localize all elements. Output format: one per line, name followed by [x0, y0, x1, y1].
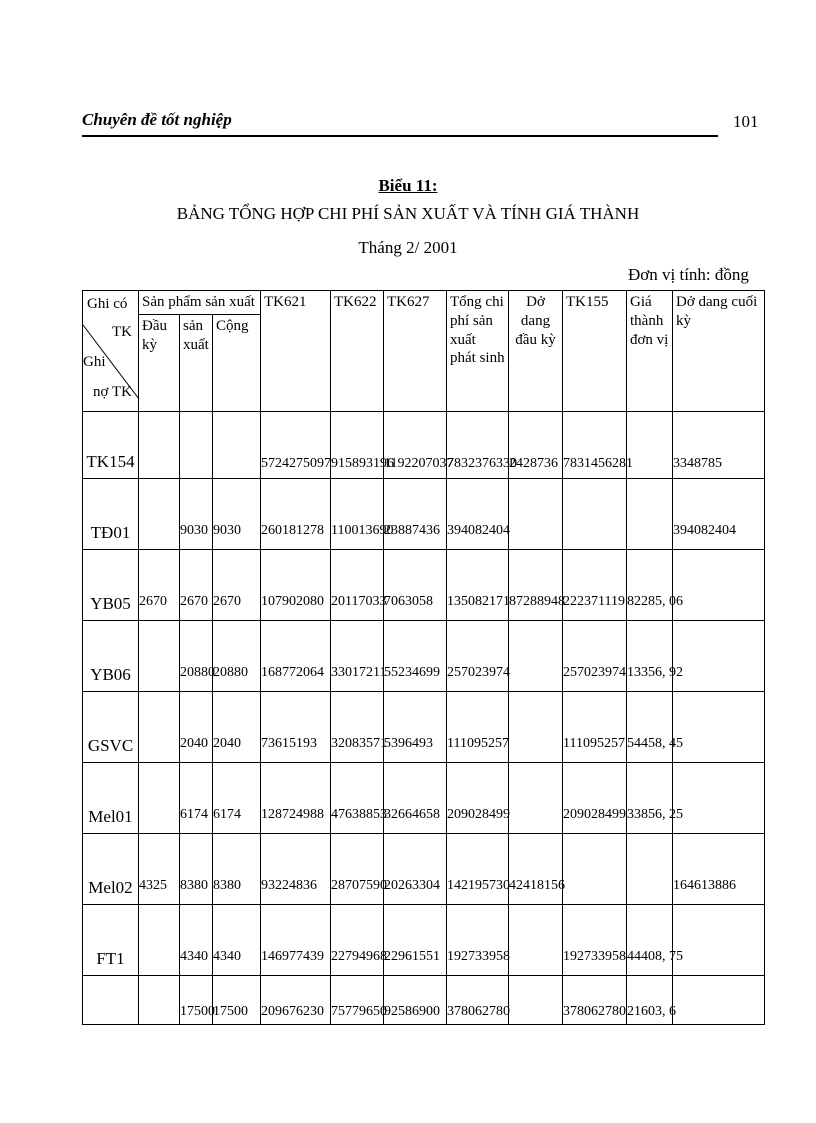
cell-dck: 394082404	[673, 479, 765, 550]
cell-ddk	[509, 976, 563, 1025]
header-cong: Cộng	[213, 315, 261, 412]
cell-tk155: 7831456281	[563, 412, 627, 479]
cell-tk622: 32083571	[331, 692, 384, 763]
cell-tk621: 146977439	[261, 905, 331, 976]
cell-tong: 378062780	[447, 976, 509, 1025]
cell-gia-thanh: 44408, 75	[627, 905, 673, 976]
table-label	[0, 176, 816, 196]
cell-dau-ky	[139, 412, 180, 479]
corner-ghi-co: Ghi có	[87, 296, 128, 312]
unit-label: Đơn vị tính: đồng	[628, 265, 749, 284]
cell-tk155: 111095257	[563, 692, 627, 763]
row-label	[83, 976, 139, 1025]
cell-tk627: 5396493	[384, 692, 447, 763]
cell-dck	[673, 763, 765, 834]
cell-tong: 135082171	[447, 550, 509, 621]
corner-tk: TK	[112, 324, 132, 340]
cell-tk155	[563, 479, 627, 550]
cell-dau-ky	[139, 763, 180, 834]
cell-tk622: 75779650	[331, 976, 384, 1025]
cell-tong: 394082404	[447, 479, 509, 550]
cell-san-xuat: 6174	[180, 763, 213, 834]
cell-ddk: 2428736	[509, 412, 563, 479]
cost-summary-table	[82, 290, 765, 1025]
cell-tk627: 20263304	[384, 834, 447, 905]
cell-cong: 8380	[213, 834, 261, 905]
corner-no-tk: nợ TK	[93, 384, 132, 400]
header-tk155: TK155	[563, 291, 627, 412]
cell-dau-ky	[139, 621, 180, 692]
cell-san-xuat: 17500	[180, 976, 213, 1025]
cell-san-xuat: 8380	[180, 834, 213, 905]
cell-tong: 257023974	[447, 621, 509, 692]
header-row-1	[83, 291, 765, 315]
cell-ddk	[509, 692, 563, 763]
cell-tong: 142195730	[447, 834, 509, 905]
cell-gia-thanh: 33856, 25	[627, 763, 673, 834]
cell-tk622: 28707590	[331, 834, 384, 905]
row-label: GSVC	[83, 692, 139, 763]
cell-tk622: 22794968	[331, 905, 384, 976]
table-label-text: Biểu 11:	[378, 176, 438, 195]
cell-tk622: 20117033	[331, 550, 384, 621]
table-row	[83, 905, 765, 976]
cell-san-xuat: 9030	[180, 479, 213, 550]
table-row	[83, 834, 765, 905]
cell-tong: 111095257	[447, 692, 509, 763]
header-san-xuat: sản xuất	[180, 315, 213, 412]
row-label: TK154	[83, 412, 139, 479]
cell-dau-ky: 4325	[139, 834, 180, 905]
cell-ddk	[509, 621, 563, 692]
cell-tk621: 93224836	[261, 834, 331, 905]
header-tong-chi-phi: Tổng chi phí sản xuất phát sinh	[447, 291, 509, 412]
corner-ghi: Ghi	[83, 354, 106, 370]
cell-dau-ky: 2670	[139, 550, 180, 621]
table-title: BẢNG TỔNG HỢP CHI PHÍ SẢN XUẤT VÀ TÍNH GIÁ THÀNH	[176, 204, 640, 223]
cell-cong: 17500	[213, 976, 261, 1025]
cell-dck	[673, 550, 765, 621]
cell-san-xuat: 2670	[180, 550, 213, 621]
cell-san-xuat: 20880	[180, 621, 213, 692]
row-label: TĐ01	[83, 479, 139, 550]
cell-cong: 4340	[213, 905, 261, 976]
table-period: Tháng 2/ 2001	[358, 238, 458, 257]
table-row	[83, 621, 765, 692]
cell-dck	[673, 905, 765, 976]
cell-tk155: 209028499	[563, 763, 627, 834]
cell-gia-thanh: 21603, 6	[627, 976, 673, 1025]
table-row	[83, 412, 765, 479]
table-row	[83, 479, 765, 550]
cell-tk627: 1192207037	[384, 412, 447, 479]
cell-tk622: 915893196	[331, 412, 384, 479]
row-label: YB05	[83, 550, 139, 621]
table-row	[83, 550, 765, 621]
cell-tk621: 5724275097	[261, 412, 331, 479]
header-do-dang-cuoi-ky: Dở dang cuối kỳ	[673, 291, 765, 412]
cell-dck	[673, 692, 765, 763]
cell-cong	[213, 412, 261, 479]
row-label: YB06	[83, 621, 139, 692]
cell-tk627: 92586900	[384, 976, 447, 1025]
cell-dck: 164613886	[673, 834, 765, 905]
cell-tk627: 32664658	[384, 763, 447, 834]
cell-dck: 3348785	[673, 412, 765, 479]
cell-tk155: 192733958	[563, 905, 627, 976]
cell-tk627: 22961551	[384, 905, 447, 976]
header-tk627: TK627	[384, 291, 447, 412]
corner-cell	[83, 291, 139, 412]
cell-dau-ky	[139, 692, 180, 763]
cell-cong: 9030	[213, 479, 261, 550]
cell-gia-thanh: 13356, 92	[627, 621, 673, 692]
cell-ddk	[509, 763, 563, 834]
cell-dck	[673, 621, 765, 692]
header-rule	[82, 135, 718, 137]
cell-ddk: 87288948	[509, 550, 563, 621]
cell-gia-thanh: 82285, 06	[627, 550, 673, 621]
cell-tong: 192733958	[447, 905, 509, 976]
cell-tk621: 209676230	[261, 976, 331, 1025]
header-tk622: TK622	[331, 291, 384, 412]
cell-san-xuat: 4340	[180, 905, 213, 976]
cell-cong: 2670	[213, 550, 261, 621]
header-san-pham: Sản phẩm sản xuất	[139, 291, 261, 315]
cell-tk622: 110013690	[331, 479, 384, 550]
row-label: Mel02	[83, 834, 139, 905]
cell-ddk	[509, 905, 563, 976]
table-row	[83, 763, 765, 834]
cell-gia-thanh: 54458, 45	[627, 692, 673, 763]
table-row	[83, 692, 765, 763]
header-tk621: TK621	[261, 291, 331, 412]
cell-tk622: 47638853	[331, 763, 384, 834]
cell-ddk	[509, 479, 563, 550]
cell-cong: 20880	[213, 621, 261, 692]
row-label: Mel01	[83, 763, 139, 834]
cell-tk155: 222371119	[563, 550, 627, 621]
cell-cong: 2040	[213, 692, 261, 763]
cell-tk627: 7063058	[384, 550, 447, 621]
cell-tk621: 73615193	[261, 692, 331, 763]
cell-tk621: 128724988	[261, 763, 331, 834]
table-row	[83, 976, 765, 1025]
cell-tong: 7832376330	[447, 412, 509, 479]
cell-gia-thanh	[627, 412, 673, 479]
table-body	[83, 412, 765, 1025]
document-header-title: Chuyên đề tốt nghiệp	[82, 110, 232, 129]
cell-dau-ky	[139, 905, 180, 976]
header-dau-ky: Đầu kỳ	[139, 315, 180, 412]
cell-tk621: 260181278	[261, 479, 331, 550]
cell-dau-ky	[139, 479, 180, 550]
cell-tk627: 23887436	[384, 479, 447, 550]
cell-tk155: 378062780	[563, 976, 627, 1025]
cell-tk621: 107902080	[261, 550, 331, 621]
page-number: 101	[733, 112, 759, 131]
cell-gia-thanh	[627, 479, 673, 550]
cell-tk627: 55234699	[384, 621, 447, 692]
cell-tk155: 257023974	[563, 621, 627, 692]
header-gia-thanh: Giá thành đơn vị	[627, 291, 673, 412]
cell-dck	[673, 976, 765, 1025]
cell-san-xuat	[180, 412, 213, 479]
cell-tk622: 33017211	[331, 621, 384, 692]
cell-dau-ky	[139, 976, 180, 1025]
cell-cong: 6174	[213, 763, 261, 834]
cell-ddk: 42418156	[509, 834, 563, 905]
header-do-dang-dau-ky: Dở dang đầu kỳ	[509, 291, 563, 412]
cell-tk155	[563, 834, 627, 905]
cell-tong: 209028499	[447, 763, 509, 834]
row-label: FT1	[83, 905, 139, 976]
cell-gia-thanh	[627, 834, 673, 905]
cell-tk621: 168772064	[261, 621, 331, 692]
cell-san-xuat: 2040	[180, 692, 213, 763]
